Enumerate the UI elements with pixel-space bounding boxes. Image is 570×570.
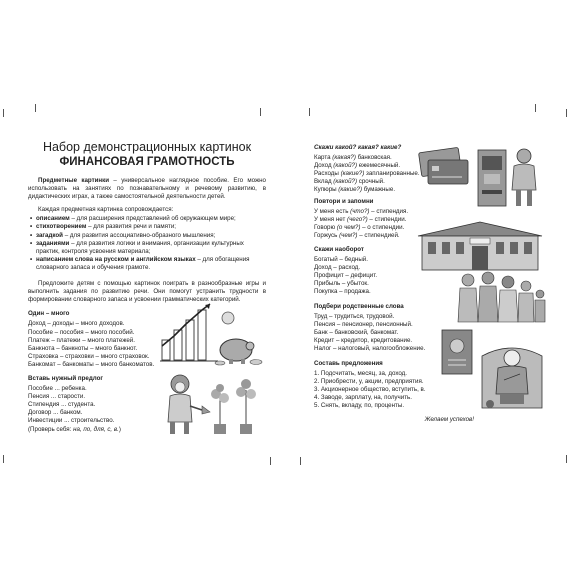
money-trees-illustration xyxy=(158,372,266,438)
intro-text: – универсальное наглядное пособие. Его можно использовать на занятиях по познавательному и речевому развитию, в дидактических играх, а также самостоятельной деятельности детей. xyxy=(28,177,266,201)
word: Доход xyxy=(314,162,334,170)
section-heading: Повтори и запомни xyxy=(314,198,374,205)
word: Карта xyxy=(314,154,333,162)
list-item xyxy=(28,223,266,231)
answer: запланированные. xyxy=(364,170,420,178)
feature-text: – для обогащения словарного запаса и обучения грамоте. xyxy=(36,255,250,271)
question: (что?) xyxy=(350,208,370,216)
list-item xyxy=(314,162,434,170)
list-item: Банкомат – банкоматы – много банкоматов. xyxy=(28,360,155,368)
feature-name: загадкой xyxy=(36,231,63,239)
word: Купюры xyxy=(314,186,339,194)
family-illustration xyxy=(454,270,546,324)
answer: срочный. xyxy=(357,178,385,186)
list-item: Банк – банковский, банкомат. xyxy=(314,329,399,337)
word: Вклад xyxy=(314,178,334,186)
list-item: Богатый – бедный. xyxy=(314,256,368,264)
check-line xyxy=(28,426,158,434)
question: (какой?) xyxy=(333,178,358,186)
word: Говорю xyxy=(314,224,337,232)
crop-mark xyxy=(300,457,301,465)
bank-cards-illustration xyxy=(418,146,472,190)
which-section xyxy=(314,140,434,195)
question: (какие?) xyxy=(340,170,365,178)
answer: – о стипендии. xyxy=(360,224,405,232)
list-item: Кредит – кредитор, кредитование. xyxy=(314,337,413,345)
list-item: Платеж – платежи – много платежей. xyxy=(28,336,135,344)
word: Расходы xyxy=(314,170,341,178)
list-item xyxy=(314,170,434,178)
word: У меня нет xyxy=(314,216,348,224)
features-lead: Каждая предметная картинка сопровождается: xyxy=(38,206,174,214)
crop-mark xyxy=(35,104,36,112)
one-many-section xyxy=(28,310,158,369)
question: (чем?) xyxy=(339,232,358,240)
section-heading: Один – много xyxy=(28,310,70,318)
check-label: (Проверь себя: xyxy=(28,425,74,433)
list-item: Покупка – продажа. xyxy=(314,288,371,296)
crop-mark xyxy=(3,455,4,463)
section-heading: Вставь нужный предлог xyxy=(28,374,103,382)
feature-text: – для развития ассоциативно-образного мышления; xyxy=(62,231,216,239)
feature-name: написанием слова на русском и английском языках xyxy=(36,255,196,263)
features-list xyxy=(28,215,266,272)
check-answers: на, по, для, с, в. xyxy=(73,425,119,433)
feature-text: – для развития речи и памяти; xyxy=(86,223,177,231)
suggest-paragraph: Предложите детям с помощью картинок поиграть в разнообразные игры и выполнить задания по развитию речи. Они помогут устранить трудности в формировании словарного запаса и усвоении грамматических категорий. xyxy=(28,280,266,304)
answer: ежемесячный. xyxy=(357,162,401,170)
list-item: Пособие ... ребенка. xyxy=(28,385,87,393)
feature-name: стихотворением xyxy=(36,223,87,231)
crop-mark xyxy=(270,457,271,465)
elderly-woman-illustration xyxy=(478,336,546,414)
preposition-section xyxy=(28,375,158,434)
crop-mark xyxy=(309,108,310,116)
list-item: Банкнота – банкноты – много банкнот. xyxy=(28,344,138,352)
list-item: Труд – трудиться, трудовой. xyxy=(314,313,395,321)
word: У меня есть xyxy=(314,208,351,216)
section-heading: Составь предложения xyxy=(314,360,383,367)
page-title-line1: Набор демонстрационных картинок xyxy=(42,140,252,154)
crop-mark xyxy=(566,455,567,463)
list-item: Стипендия ... студента. xyxy=(28,401,96,409)
page-title-line2: ФИНАНСОВАЯ ГРАМОТНОСТЬ xyxy=(59,156,235,168)
bank-building-illustration xyxy=(414,220,546,272)
list-item xyxy=(314,208,434,216)
list-item xyxy=(314,178,434,186)
list-item: Налог – налоговый, налогообложение. xyxy=(314,345,426,353)
answer: – стипендией. xyxy=(357,232,400,240)
section-heading: Скажи наоборот xyxy=(314,246,364,253)
right-page xyxy=(306,140,546,500)
section-heading xyxy=(314,144,434,152)
list-item: Инвестиции ... строительство. xyxy=(28,417,115,425)
check-close: ) xyxy=(118,425,121,433)
list-item: 1. Подсчитать, месяц, за, доход. xyxy=(314,370,407,378)
intro-paragraph xyxy=(28,177,266,201)
growth-chart-illustration xyxy=(158,300,263,368)
list-item: Договор ... банком. xyxy=(28,409,83,417)
pension-certificate-illustration xyxy=(440,328,474,376)
answer: банковская. xyxy=(355,154,392,162)
list-item: Прибыль – убыток. xyxy=(314,280,369,288)
which-heading: Скажи какой? какая? какие? xyxy=(314,144,402,151)
list-item xyxy=(314,154,434,162)
list-item: Пенсия – пенсионер, пенсионный. xyxy=(314,321,413,329)
related-section xyxy=(314,299,454,354)
word: Горжусь xyxy=(314,232,340,240)
crop-mark xyxy=(260,108,261,116)
list-item: 3. Акционерное общество, вступить, в. xyxy=(314,386,426,394)
list-item xyxy=(28,240,266,256)
list-item: 4. Заводе, зарплату, на, получить. xyxy=(314,394,412,402)
wish-text: Желаем успехов! xyxy=(424,416,474,423)
question: (чего?) xyxy=(347,216,368,224)
answer: – стипендии. xyxy=(367,216,407,224)
crop-mark xyxy=(566,109,567,117)
question: (какие?) xyxy=(338,186,363,194)
list-item: Пособие – пособия – много пособий. xyxy=(28,328,135,336)
list-item: Страховка – страховки – много страховок. xyxy=(28,352,150,360)
crop-mark xyxy=(535,104,536,112)
list-item: 5. Снять, вкладу, по, проценты. xyxy=(314,402,405,410)
opposite-section xyxy=(314,242,424,297)
question: (какой?) xyxy=(333,162,358,170)
list-item xyxy=(28,215,266,223)
list-item xyxy=(28,256,266,272)
atm-illustration xyxy=(472,144,546,210)
list-item xyxy=(28,232,266,240)
crop-mark xyxy=(3,109,4,117)
section-heading: Подбери родственные слова xyxy=(314,303,404,310)
list-item: Доход – расход. xyxy=(314,264,361,272)
answer: бумажные. xyxy=(362,186,396,194)
feature-name: заданиями xyxy=(36,239,70,247)
intro-bold: Предметные картинки xyxy=(38,177,110,184)
question: (какая?) xyxy=(332,154,356,162)
feature-name: описанием xyxy=(36,215,70,223)
feature-text: – для развития логики и внимания, организации культурных практик, контроля усвоения материала; xyxy=(36,239,244,255)
left-page xyxy=(28,140,266,500)
list-item: Доход – доходы – много доходов. xyxy=(28,320,125,328)
answer: – стипендия. xyxy=(369,208,409,216)
feature-text: – для расширения представлений об окружающем мире; xyxy=(69,215,236,223)
list-item: 2. Приобрести, у, акции, предприятия. xyxy=(314,378,424,386)
question: (о чем?) xyxy=(336,224,361,232)
list-item: Пенсия ... старости. xyxy=(28,393,86,401)
list-item: Профицит – дефицит. xyxy=(314,272,378,280)
